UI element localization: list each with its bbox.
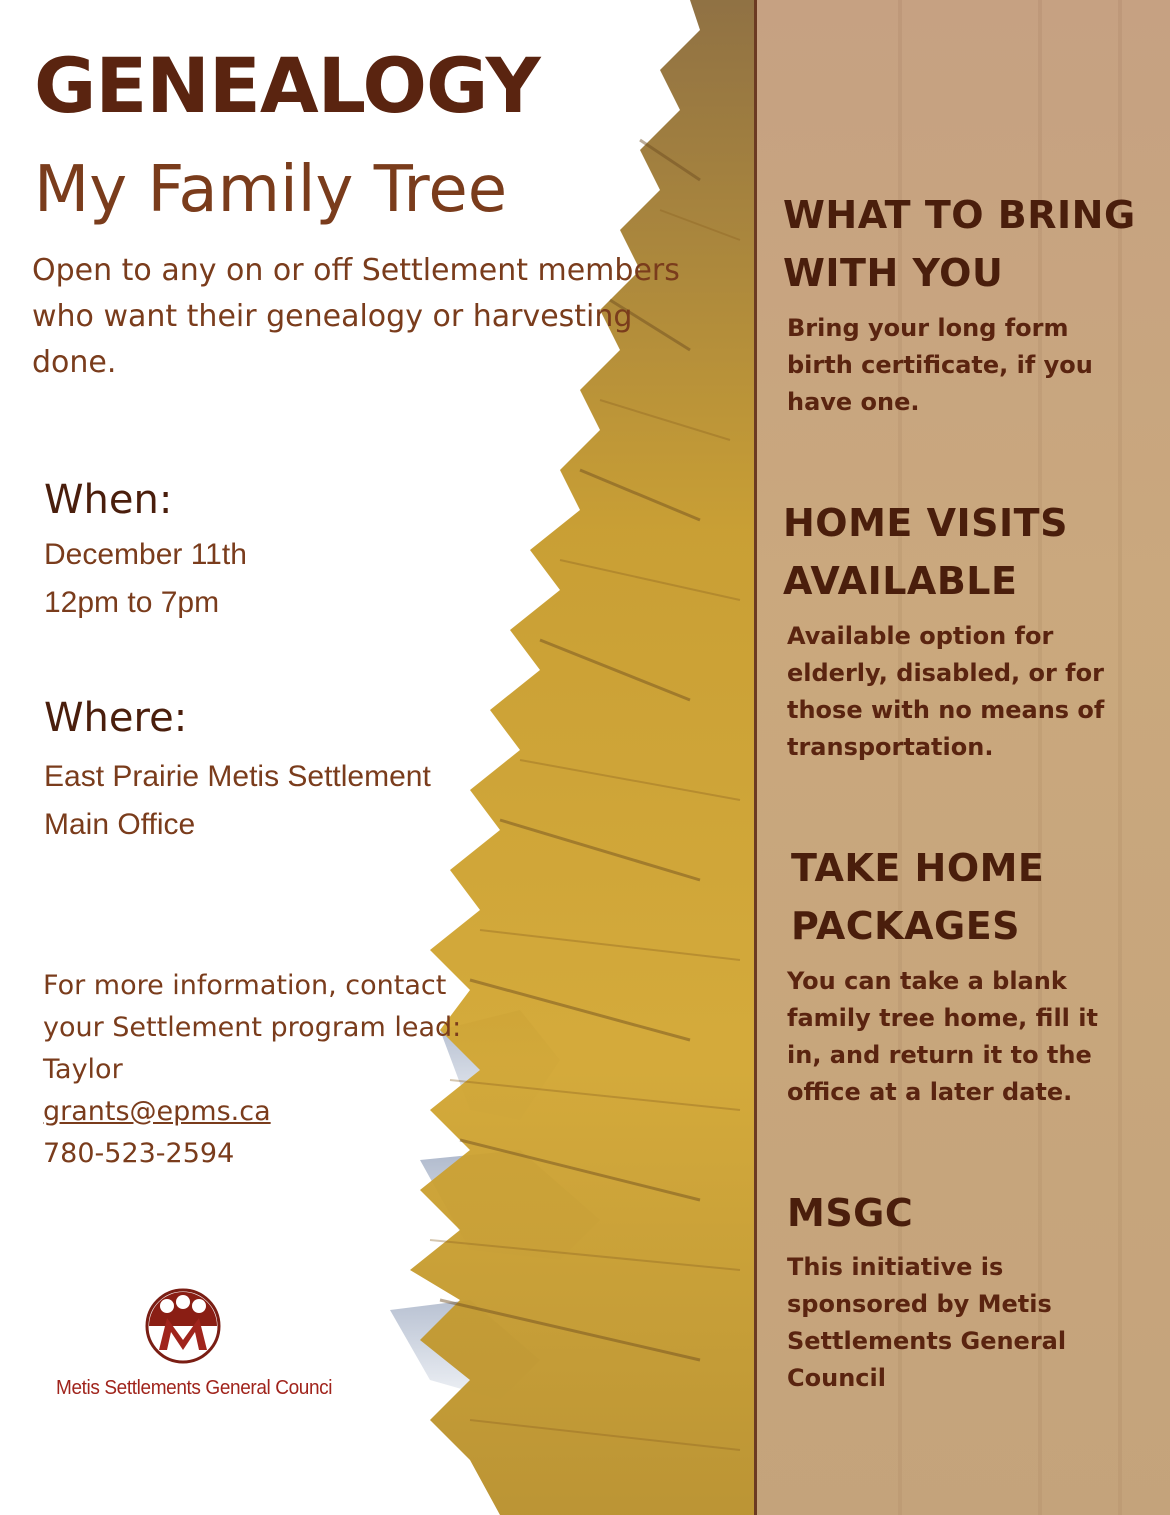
- event-date: December 11th: [44, 538, 247, 571]
- when-label: When:: [44, 477, 173, 523]
- location-line-2: Main Office: [44, 808, 196, 841]
- page-subtitle: My Family Tree: [34, 153, 508, 227]
- where-label: Where:: [44, 695, 188, 741]
- location-line-1: East Prairie Metis Settlement: [44, 760, 431, 793]
- page-title: GENEALOGY: [34, 41, 540, 130]
- contact-phone: 780-523-2594: [43, 1138, 235, 1169]
- contact-name: Taylor: [43, 1054, 123, 1085]
- contact-line-1: For more information, contact: [43, 970, 447, 1001]
- section-home-visits-heading-1: HOME VISITS: [783, 501, 1068, 545]
- intro-text: Open to any on or off Settlement members who want their genealogy or harvesting done.: [32, 253, 680, 380]
- section-packages-body: You can take a blank family tree home, fill it in, and return it to the office at a later date.: [787, 967, 1098, 1106]
- section-packages-heading-1: TAKE HOME: [791, 846, 1045, 890]
- panel-divider: [754, 0, 757, 1515]
- section-msgc-heading: MSGC: [787, 1191, 914, 1235]
- section-home-visits-body: Available option for elderly, disabled, or for those with no means of transportation.: [787, 622, 1105, 761]
- section-bring-heading-2: WITH YOU: [783, 251, 1004, 295]
- section-bring-heading-1: WHAT TO BRING: [783, 193, 1136, 237]
- section-bring-body: Bring your long form birth certificate, if you have one.: [787, 314, 1093, 416]
- msgc-logo-icon: [145, 1288, 221, 1364]
- contact-email-link[interactable]: grants@epms.ca: [43, 1096, 271, 1127]
- msgc-logo-caption: Metis Settlements General Counci: [56, 1377, 333, 1399]
- event-time: 12pm to 7pm: [44, 586, 220, 619]
- contact-line-2: your Settlement program lead:: [43, 1012, 462, 1043]
- section-msgc-body: This initiative is sponsored by Metis Settlements General Council: [787, 1253, 1067, 1392]
- section-packages-heading-2: PACKAGES: [791, 904, 1021, 948]
- section-home-visits-heading-2: AVAILABLE: [783, 559, 1018, 603]
